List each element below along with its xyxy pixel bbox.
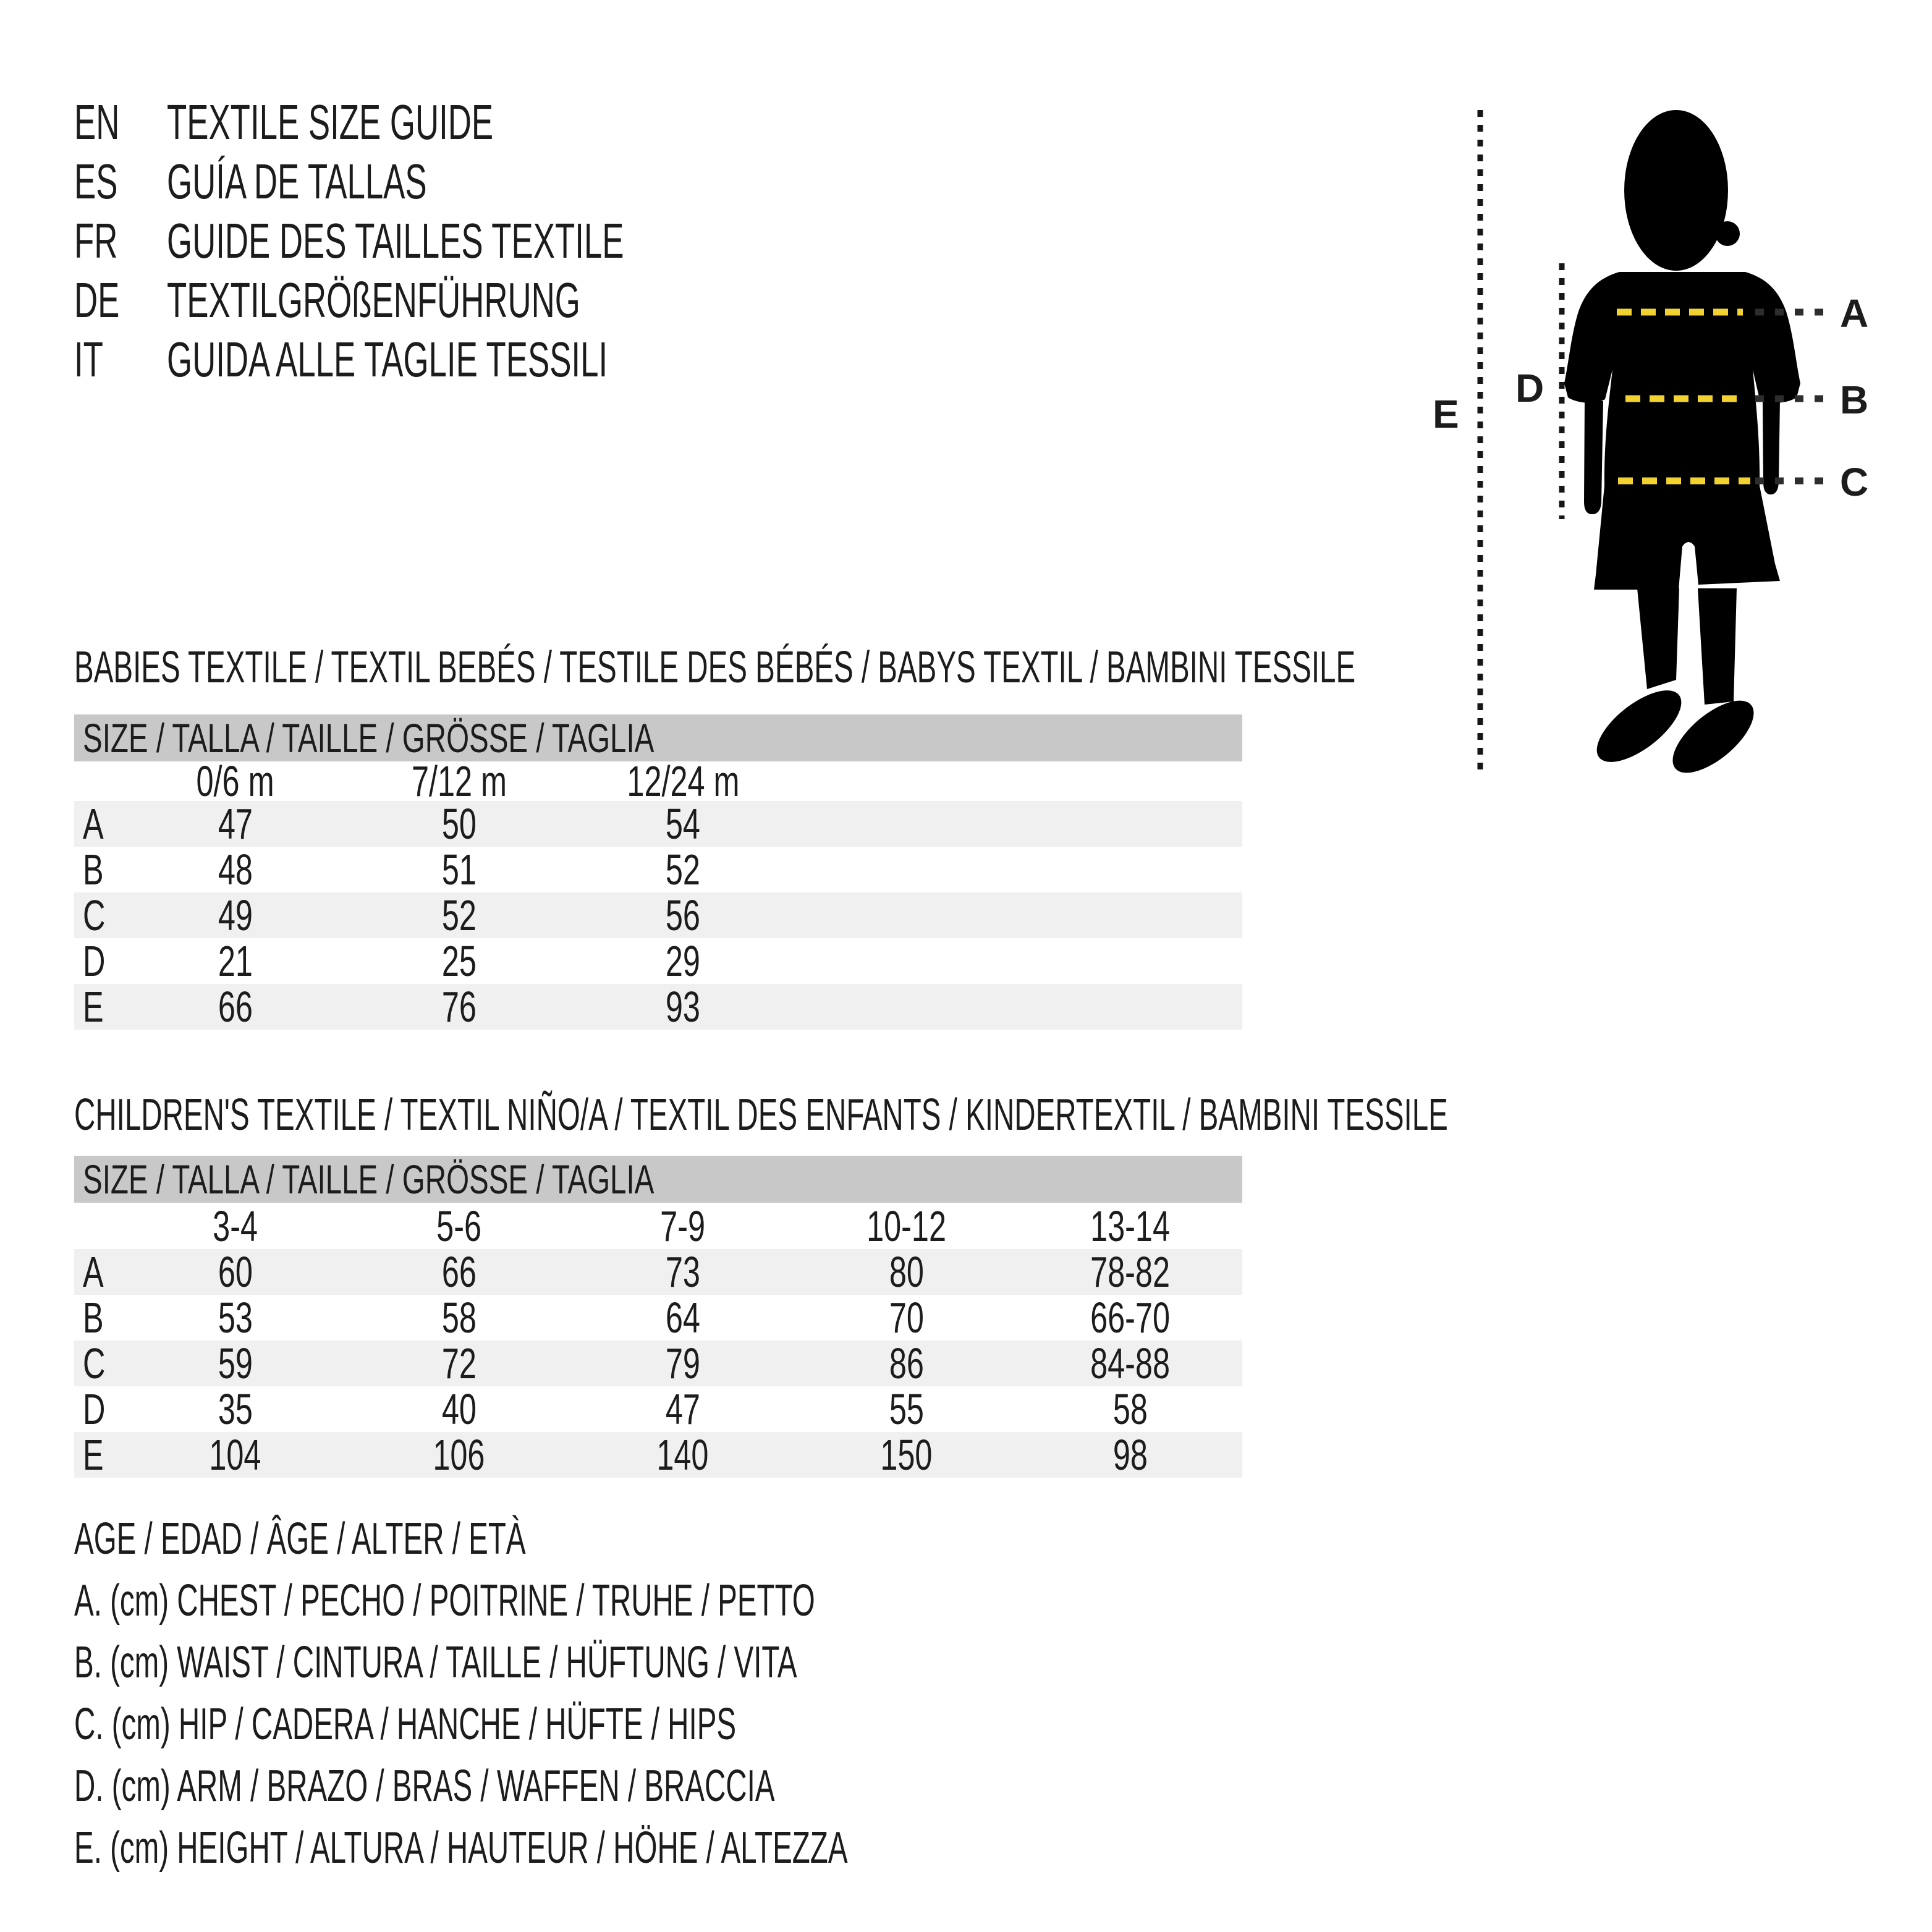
table-cell: 58 — [1112, 1385, 1148, 1433]
table-row-c — [74, 1341, 1242, 1386]
table-cell: 25 — [441, 937, 477, 985]
children-column-header-row — [74, 1203, 1242, 1249]
babies-column-header-row — [74, 757, 1242, 805]
language-row-en — [74, 93, 859, 152]
table-cell: 48 — [218, 845, 253, 894]
table-row-e — [74, 1432, 1242, 1478]
row-label: D — [83, 1385, 106, 1433]
legend-line-age: AGE / EDAD / ÂGE / ALTER / ETÀ — [74, 1514, 526, 1564]
table-cell: 53 — [218, 1294, 253, 1342]
row-label: D — [83, 937, 106, 985]
table-cell: 47 — [218, 800, 253, 848]
table-cell: 86 — [889, 1339, 924, 1388]
row-label: E — [83, 1431, 104, 1479]
table-row-b — [74, 847, 1242, 892]
language-title: TEXTILE SIZE GUIDE — [167, 95, 494, 150]
language-row-it — [74, 330, 859, 389]
silhouette-ear — [1715, 221, 1740, 246]
table-cell: 59 — [218, 1339, 253, 1388]
measurement-legend — [74, 1508, 1246, 1879]
language-title: GUÍA DE TALLAS — [167, 154, 427, 209]
table-cell: 64 — [665, 1294, 700, 1342]
table-cell: 58 — [441, 1294, 477, 1342]
column-header: 10-12 — [866, 1201, 947, 1250]
row-label: A — [83, 1248, 104, 1296]
label-b: B — [1840, 378, 1869, 422]
table-row-b — [74, 1295, 1242, 1341]
table-cell: 52 — [441, 891, 477, 939]
language-code: DE — [74, 273, 120, 328]
label-c: C — [1840, 460, 1869, 504]
column-header: 5-6 — [436, 1201, 482, 1250]
label-a: A — [1840, 291, 1869, 336]
table-row-d — [74, 1386, 1242, 1432]
children-size-bar: SIZE / TALLA / TAILLE / GRÖSSE / TAGLIA — [74, 1156, 1242, 1203]
table-cell: 54 — [665, 800, 701, 848]
table-cell: 72 — [441, 1339, 477, 1388]
table-cell: 80 — [889, 1248, 924, 1296]
language-code: IT — [74, 332, 103, 387]
language-title: GUIDE DES TAILLES TEXTILE — [167, 213, 624, 268]
table-row-e — [74, 984, 1242, 1030]
row-label: E — [83, 983, 104, 1031]
table-cell: 51 — [441, 845, 477, 894]
legend-line-hip: C. (cm) HIP / CADERA / HANCHE / HÜFTE / HIPS — [74, 1700, 737, 1749]
table-row-c — [74, 892, 1242, 938]
language-row-de — [74, 271, 859, 330]
table-cell: 35 — [218, 1385, 253, 1433]
table-cell: 84-88 — [1090, 1339, 1171, 1388]
row-label: A — [83, 800, 104, 848]
table-cell: 73 — [665, 1248, 700, 1296]
language-title: GUIDA ALLE TAGLIE TESSILI — [167, 332, 608, 387]
label-e: E — [1433, 392, 1459, 436]
table-cell: 21 — [218, 937, 253, 985]
table-cell: 79 — [665, 1339, 700, 1388]
language-code: ES — [74, 154, 118, 209]
table-cell: 40 — [441, 1385, 477, 1433]
language-row-fr — [74, 211, 859, 271]
table-row-d — [74, 938, 1242, 984]
label-d: D — [1515, 366, 1544, 410]
table-cell: 47 — [665, 1385, 700, 1433]
row-label: B — [83, 1294, 104, 1342]
table-cell: 29 — [665, 937, 701, 985]
table-cell: 106 — [433, 1431, 485, 1479]
row-label: C — [83, 1339, 106, 1388]
legend-line-waist: B. (cm) WAIST / CINTURA / TAILLE / HÜFTUNG / VITA — [74, 1638, 797, 1687]
row-label: B — [83, 845, 104, 894]
table-cell: 52 — [665, 845, 701, 894]
table-cell: 78-82 — [1090, 1248, 1171, 1296]
table-cell: 76 — [441, 983, 477, 1031]
language-list — [74, 93, 859, 389]
table-cell: 98 — [1112, 1431, 1148, 1479]
table-cell: 70 — [889, 1294, 924, 1342]
table-cell: 150 — [880, 1431, 933, 1479]
column-header: 13-14 — [1090, 1201, 1171, 1250]
column-header: 3-4 — [213, 1201, 258, 1250]
measurement-diagram — [1409, 87, 1932, 803]
silhouette-head — [1624, 110, 1728, 271]
column-header: 0/6 m — [196, 757, 275, 805]
table-cell: 50 — [441, 800, 477, 848]
table-cell: 66 — [441, 1248, 477, 1296]
table-cell: 49 — [218, 891, 253, 939]
language-code: FR — [74, 213, 118, 268]
silhouette-shorts — [1594, 486, 1780, 590]
table-cell: 55 — [889, 1385, 924, 1433]
babies-size-table — [74, 757, 1242, 1031]
children-section-heading: CHILDREN'S TEXTILE / TEXTIL NIÑO/A / TEXTIL DES ENFANTS / KINDERTEXTIL / BAMBINI TESSILE — [74, 1090, 1448, 1140]
table-cell: 93 — [665, 983, 701, 1031]
column-header: 7-9 — [660, 1201, 706, 1250]
table-cell: 60 — [218, 1248, 253, 1296]
silhouette-left-forearm — [1584, 399, 1603, 514]
table-row-a — [74, 801, 1242, 847]
table-cell: 140 — [656, 1431, 709, 1479]
row-label: C — [83, 891, 106, 939]
language-row-es — [74, 152, 859, 211]
table-cell: 66 — [218, 983, 253, 1031]
table-row-a — [74, 1249, 1242, 1295]
legend-line-height: E. (cm) HEIGHT / ALTURA / HAUTEUR / HÖHE / ALTEZZA — [74, 1823, 848, 1873]
column-header: 12/24 m — [626, 757, 740, 805]
language-title: TEXTILGRÖßENFÜHRUNG — [167, 273, 580, 328]
table-cell: 104 — [209, 1431, 261, 1479]
language-code: EN — [74, 95, 120, 150]
legend-line-arm: D. (cm) ARM / BRAZO / BRAS / WAFFEN / BRACCIA — [74, 1761, 775, 1811]
table-cell: 56 — [665, 891, 701, 939]
babies-size-bar: SIZE / TALLA / TAILLE / GRÖSSE / TAGLIA — [74, 714, 1242, 761]
children-size-table — [74, 1203, 1242, 1478]
babies-section-heading: BABIES TEXTILE / TEXTIL BEBÉS / TESTILE DES BÉBÉS / BABYS TEXTIL / BAMBINI TESSILE — [74, 643, 1356, 692]
legend-line-chest: A. (cm) CHEST / PECHO / POITRINE / TRUHE / PETTO — [74, 1576, 815, 1625]
column-header: 7/12 m — [411, 757, 507, 805]
table-cell: 66-70 — [1090, 1294, 1171, 1342]
